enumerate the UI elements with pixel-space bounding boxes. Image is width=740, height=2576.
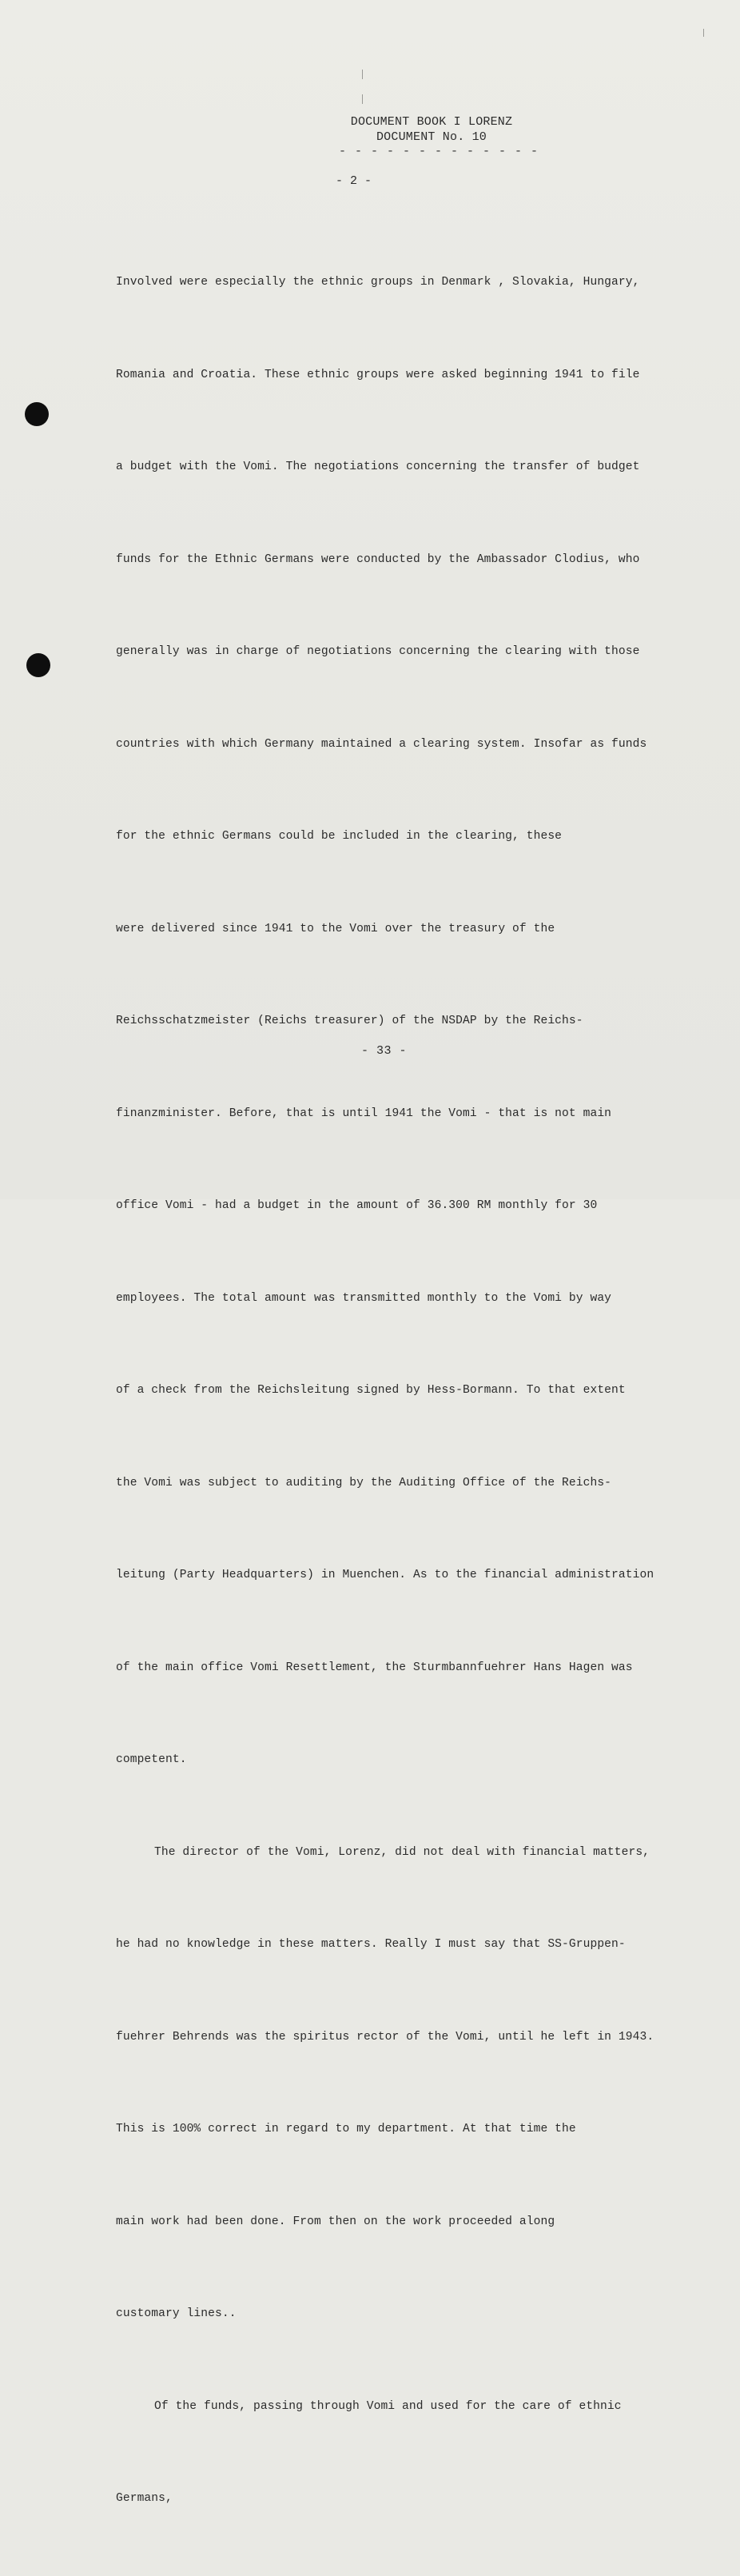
punch-hole-bottom [26,653,50,677]
document-body [116,205,723,2576]
scan-mark [703,29,704,37]
document-book-title: DOCUMENT BOOK I LORENZ [350,115,513,129]
body-line: Germans, [116,2492,173,2505]
body-line: he had no knowledge in these matters. Really I must say that SS-Gruppen- [116,1938,626,1951]
body-line: Involved were especially the ethnic groups in Denmark , Slovakia, Hungary, [116,276,640,289]
body-line: office Vomi - had a budget in the amount of 36.300 RM monthly for 30 [116,1199,598,1212]
punch-hole-top [25,402,49,426]
body-line: competent. [116,1753,187,1766]
body-line: Of the funds, passing through Vomi and used for the care of ethnic [154,2399,622,2413]
body-line: employees. The total amount was transmitted monthly to the Vomi by way [116,1291,612,1305]
body-line: Reichsschatzmeister (Reichs treasurer) of the NSDAP by the Reichs- [116,1015,583,1027]
page-marker: - 2 - [336,174,372,188]
body-line: This is 100% correct in regard to my department. At that time the [116,2123,576,2135]
body-line: fuehrer Behrends was the spiritus rector of the Vomi, until he left in 1943. [116,2030,654,2044]
scan-mark [362,70,363,79]
body-line: leitung (Party Headquarters) in Muenchen. As to the financial administration [116,1569,654,1581]
body-line: of the main office Vomi Resettlement, the Sturmbannfuehrer Hans Hagen was [116,1661,633,1674]
body-line: countries with which Germany maintained a clearing system. Insofar as funds [116,737,647,751]
document-header [320,114,543,145]
body-line: customary lines.. [116,2307,237,2320]
body-line: The director of the Vomi, Lorenz, did not deal with financial matters, [154,1845,650,1859]
page-number: - 33 - [361,1044,408,1058]
body-line: were delivered since 1941 to the Vomi over the treasury of the [116,922,555,935]
body-line: of a check from the Reichsleitung signed by Hess-Bormann. To that extent [116,1384,626,1397]
body-line: generally was in charge of negotiations concerning the clearing with those [116,645,640,658]
body-line: main work had been done. From then on the work proceeded along [116,2215,555,2228]
body-line: the Vomi was subject to auditing by the Auditing Office of the Reichs- [116,1476,612,1489]
document-number: DOCUMENT No. 10 [376,130,487,144]
scan-mark [362,94,363,104]
body-line: finanzminister. Before, that is until 1941 the Vomi - that is not main [116,1107,612,1120]
body-line: a budget with the Vomi. The negotiations concerning the transfer of budget [116,461,640,473]
body-line: for the ethnic Germans could be included in the clearing, these [116,830,563,843]
body-line: Romania and Croatia. These ethnic groups were asked beginning 1941 to file [116,368,640,381]
body-line: funds for the Ethnic Germans were conducted by the Ambassador Clodius, who [116,552,640,566]
header-rule: - - - - - - - - - - - - - [339,145,539,158]
